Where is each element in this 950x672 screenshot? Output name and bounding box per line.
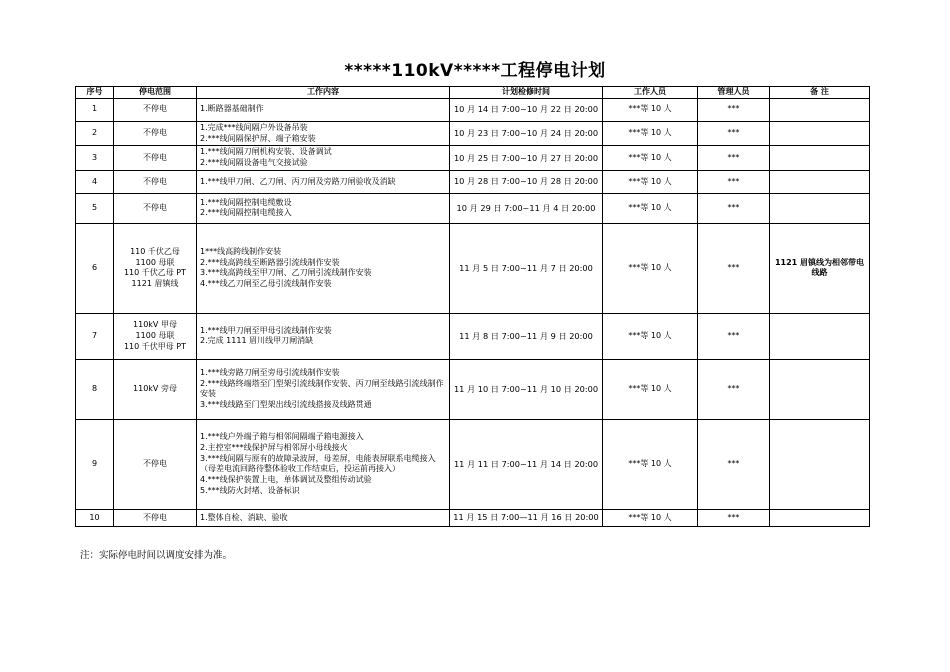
row-remark xyxy=(770,509,870,526)
row-no: 2 xyxy=(76,121,114,146)
row-scope: 不停电 xyxy=(114,146,197,171)
row-time: 11 月 5 日 7:00~11 月 7 日 20:00 xyxy=(450,223,603,313)
work-item: 1.整体自检、消缺、验收 xyxy=(200,512,288,522)
row-scope: 110kV 甲母 1100 母联 110 千伏甲母 PT xyxy=(114,313,197,359)
work-item: 3.***线间隔与原有的故障录波屏，母差屏，电能表屏联系电缆接入（母差电流回路待整体验收工作结束后，投运前再接入） xyxy=(200,453,436,474)
work-item: 1.***线间隔刀闸机构安装、设备调试 xyxy=(200,147,332,157)
row-manager: *** xyxy=(698,98,770,121)
row-work xyxy=(197,419,450,509)
row-scope: 不停电 xyxy=(114,98,197,121)
work-item: 1.***线甲刀闸、乙刀闸、丙刀闸及旁路刀闸验收及消缺 xyxy=(200,176,396,186)
row-remark xyxy=(770,313,870,359)
table-row xyxy=(76,359,870,419)
work-item: 1.完成***线间隔户外设备吊装 xyxy=(200,122,308,132)
row-time: 11 月 10 日 7:00~11 月 10 日 20:00 xyxy=(450,359,603,419)
work-item: 1***线高跨线制作安装 xyxy=(200,246,282,256)
row-manager: *** xyxy=(698,313,770,359)
row-no: 10 xyxy=(76,509,114,526)
row-manager: *** xyxy=(698,359,770,419)
page-title: *****110kV*****工程停电计划 xyxy=(344,61,606,81)
work-item: 2.主控室***线保护屏与相邻屏小母线接火 xyxy=(200,442,348,452)
row-scope: 不停电 xyxy=(114,170,197,193)
row-manager: *** xyxy=(698,146,770,171)
row-no: 3 xyxy=(76,146,114,171)
header-staff: 工作人员 xyxy=(603,87,698,99)
table-row xyxy=(76,419,870,509)
row-staff: ***等 10 人 xyxy=(603,419,698,509)
row-staff: ***等 10 人 xyxy=(603,170,698,193)
row-staff: ***等 10 人 xyxy=(603,193,698,223)
work-item: 2.***线间隔保护屏、端子箱安装 xyxy=(200,133,316,143)
table-row xyxy=(76,509,870,526)
row-work xyxy=(197,223,450,313)
row-work xyxy=(197,121,450,146)
row-remark xyxy=(770,359,870,419)
header-time: 计划检修时间 xyxy=(450,87,603,99)
work-item: 2.***线路终端塔至门型架引流线制作安装、丙刀闸至线路引流线制作安装 xyxy=(200,378,444,399)
work-item: 1.***线间隔控制电缆敷设 xyxy=(200,197,292,207)
row-work xyxy=(197,193,450,223)
work-item: 1.***线户外端子箱与相邻间隔端子箱电源接入 xyxy=(200,432,364,442)
row-no: 6 xyxy=(76,223,114,313)
row-scope: 不停电 xyxy=(114,193,197,223)
work-item: 2.完成 1111 眉川线甲刀闸消缺 xyxy=(200,336,314,346)
row-work xyxy=(197,313,450,359)
row-manager: *** xyxy=(698,170,770,193)
row-staff: ***等 10 人 xyxy=(603,146,698,171)
row-scope: 不停电 xyxy=(114,509,197,526)
row-no: 8 xyxy=(76,359,114,419)
row-remark xyxy=(770,146,870,171)
table-row xyxy=(76,121,870,146)
row-manager: *** xyxy=(698,419,770,509)
row-time: 11 月 11 日 7:00~11 月 14 日 20:00 xyxy=(450,419,603,509)
row-remark xyxy=(770,98,870,121)
row-no: 7 xyxy=(76,313,114,359)
footnote: 注：实际停电时间以调度安排为准。 xyxy=(80,550,233,561)
header-manager: 管理人员 xyxy=(698,87,770,99)
row-time: 10 月 14 日 7:00~10 月 22 日 20:00 xyxy=(450,98,603,121)
row-manager: *** xyxy=(698,193,770,223)
work-item: 2.***线间隔设备电气交接试验 xyxy=(200,158,308,168)
table-row xyxy=(76,170,870,193)
row-no: 1 xyxy=(76,98,114,121)
table-header-row xyxy=(76,87,870,99)
row-remark xyxy=(770,193,870,223)
row-remark xyxy=(770,419,870,509)
row-no: 4 xyxy=(76,170,114,193)
work-item: 3.***线线路至门型架出线引流线搭接及线路贯通 xyxy=(200,400,372,410)
work-item: 1.***线甲刀闸至甲母引流线制作安装 xyxy=(200,325,332,335)
row-manager: *** xyxy=(698,121,770,146)
table-row xyxy=(76,98,870,121)
row-work xyxy=(197,170,450,193)
row-work xyxy=(197,98,450,121)
work-item: 5.***线防火封堵、设备标识 xyxy=(200,486,300,496)
row-staff: ***等 10 人 xyxy=(603,509,698,526)
work-item: 3.***线高跨线至甲刀闸、乙刀闸引流线制作安装 xyxy=(200,268,372,278)
work-item: 4.***线乙刀闸至乙母引流线制作安装 xyxy=(200,279,332,289)
header-remark: 备 注 xyxy=(770,87,870,99)
row-work xyxy=(197,146,450,171)
row-no: 5 xyxy=(76,193,114,223)
row-staff: ***等 10 人 xyxy=(603,359,698,419)
work-item: 1.断路器基础制作 xyxy=(200,104,264,114)
row-staff: ***等 10 人 xyxy=(603,313,698,359)
row-staff: ***等 10 人 xyxy=(603,98,698,121)
row-work xyxy=(197,359,450,419)
row-remark xyxy=(770,121,870,146)
table-row xyxy=(76,146,870,171)
table-row xyxy=(76,313,870,359)
row-work xyxy=(197,509,450,526)
row-time: 10 月 29 日 7:00~11 月 4 日 20:00 xyxy=(450,193,603,223)
header-work: 工作内容 xyxy=(197,87,450,99)
row-manager: *** xyxy=(698,509,770,526)
row-time: 11 月 8 日 7:00~11 月 9 日 20:00 xyxy=(450,313,603,359)
row-time: 11 月 15 日 7:00—11 月 16 日 20:00 xyxy=(450,509,603,526)
row-scope: 不停电 xyxy=(114,419,197,509)
row-time: 10 月 23 日 7:00~10 月 24 日 20:00 xyxy=(450,121,603,146)
row-scope: 110kV 旁母 xyxy=(114,359,197,419)
header-scope: 停电范围 xyxy=(114,87,197,99)
row-staff: ***等 10 人 xyxy=(603,121,698,146)
work-item: 2.***线间隔控制电缆接入 xyxy=(200,208,292,218)
row-manager: *** xyxy=(698,223,770,313)
outage-plan-table xyxy=(75,86,870,527)
row-remark: 1121 眉镇线为相邻带电线路 xyxy=(770,223,870,313)
row-staff: ***等 10 人 xyxy=(603,223,698,313)
row-remark xyxy=(770,170,870,193)
row-time: 10 月 28 日 7:00~10 月 28 日 20:00 xyxy=(450,170,603,193)
table-row xyxy=(76,193,870,223)
header-no: 序号 xyxy=(76,87,114,99)
work-item: 1.***线旁路刀闸至旁母引流线制作安装 xyxy=(200,367,340,377)
work-item: 4.***线保护装置上电，单体调试及整组传动试验 xyxy=(200,475,372,485)
row-no: 9 xyxy=(76,419,114,509)
work-item: 2.***线高跨线至断路器引流线制作安装 xyxy=(200,257,340,267)
table-row xyxy=(76,223,870,313)
row-scope: 不停电 xyxy=(114,121,197,146)
row-time: 10 月 25 日 7:00~10 月 27 日 20:00 xyxy=(450,146,603,171)
row-scope: 110 千伏乙母 1100 母联 110 千伏乙母 PT 1121 眉镇线 xyxy=(114,223,197,313)
